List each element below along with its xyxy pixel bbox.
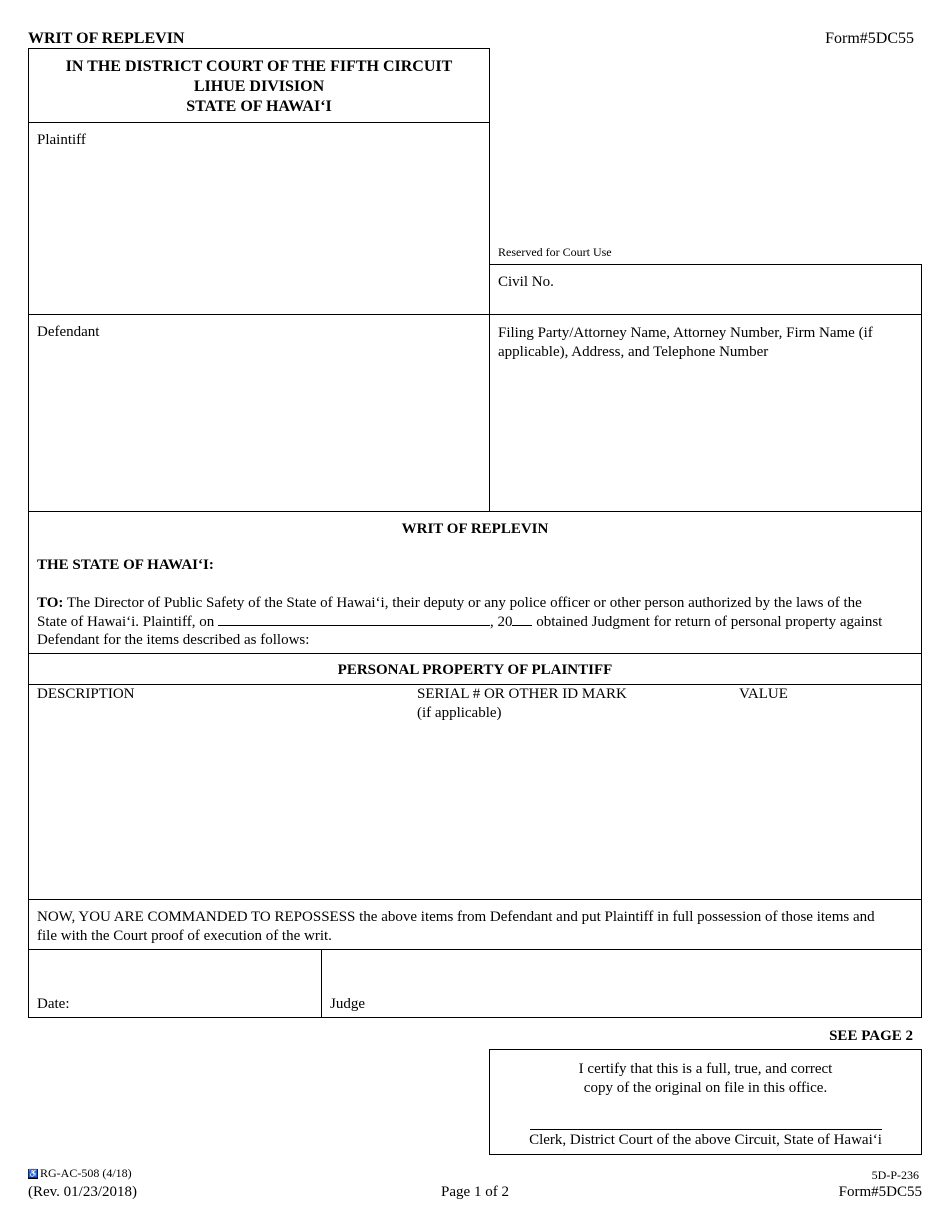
command-bottom [28,949,922,950]
date-label: Date: [37,996,70,1012]
court-heading [28,57,490,117]
clerk-signer-label: Clerk, District Court of the above Circuit, State of Hawai‘i [529,1132,882,1148]
civil-no-field[interactable] [560,274,910,304]
date-judge-divider [321,949,322,1018]
court-box-bottom [28,122,490,123]
form-code: RG-AC-508 (4/18) [40,1166,132,1180]
to-text-2c: obtained Judgment for return of personal property against [536,613,883,630]
property-heading: PERSONAL PROPERTY OF PLAINTIFF [337,662,613,678]
certification-box [489,1049,922,1155]
footer-code-right: 5D-P-236 [871,1168,919,1182]
certification-line-1: I certify that this is a full, true, and correct [578,1061,833,1077]
filing-party-field[interactable] [498,370,913,500]
property-area-bottom [28,899,922,900]
defendant-label: Defendant [37,324,100,340]
to-text-1: The Director of Public Safety of the State of Hawai‘i, their deputy or any police officer or other person authorized by the laws of the [66,595,862,611]
to-paragraph [37,594,917,650]
col-value: VALUE [739,686,788,702]
date-field[interactable] [80,960,310,1012]
court-line-1: IN THE DISTRICT COURT OF THE FIFTH CIRCUIT [65,58,453,75]
accessibility-icon: ♿ [28,1169,38,1179]
col-serial: SERIAL # OR OTHER ID MARK [417,686,627,702]
plaintiff-field[interactable] [37,156,477,306]
court-line-2: LIHUE DIVISION [193,78,325,95]
form-id-bottom: Form#5DC55 [838,1184,922,1200]
certification-line-2: copy of the original on file in this office. [583,1080,828,1096]
writ-section-top [28,511,922,512]
court-box-top [28,48,490,49]
reserved-label: Reserved for Court Use [498,245,612,259]
footer-page-number: Page 1 of 2 [441,1184,509,1200]
command-text-1: NOW, YOU ARE COMMANDED TO REPOSSESS the above items from Defendant and put Plaintiff in full possession of those items and [37,909,875,925]
to-text-3: Defendant for the items described as follows: [37,632,310,648]
writ-heading: WRIT OF REPLEVIN [401,521,549,537]
party-divider [28,314,922,315]
property-heading-bottom [28,684,922,685]
court-line-3: STATE OF HAWAI‘I [186,98,332,115]
footer-revision: (Rev. 01/23/2018) [28,1184,138,1200]
command-text-2: file with the Court proof of execution of the writ. [37,928,332,944]
footer-form-code [28,1166,132,1181]
defendant-field[interactable] [37,348,477,503]
clerk-signature-line[interactable] [530,1129,882,1130]
judge-signature-field[interactable] [330,955,910,993]
judgment-date-blank[interactable] [218,613,490,626]
property-list-field[interactable] [37,726,912,891]
outer-right-border [921,264,922,1018]
judge-label: Judge [330,996,365,1012]
property-heading-top [28,653,922,654]
form-title: WRIT OF REPLEVIN [28,30,185,47]
civil-box-top [489,264,922,265]
to-text-2a: State of Hawai‘i. Plaintiff, on [37,613,215,630]
signature-bottom [28,1017,922,1018]
see-page-2: SEE PAGE 2 [829,1028,913,1044]
mid-divider [489,48,490,511]
col-description: DESCRIPTION [37,686,135,702]
form-id-top: Form#5DC55 [825,30,914,47]
judgment-year-blank[interactable] [512,613,532,626]
state-heading: THE STATE OF HAWAI‘I: [37,557,214,573]
to-text-2b: , 20 [489,613,513,630]
civil-no-label: Civil No. [498,274,554,290]
filing-party-label: Filing Party/Attorney Name, Attorney Number, Firm Name (if applicable), Address, and Telephone Number [498,325,873,360]
to-label: TO: [37,595,64,611]
col-serial-sub: (if applicable) [417,705,502,721]
plaintiff-label: Plaintiff [37,132,86,148]
certification-text [490,1060,921,1098]
command-paragraph [37,908,917,946]
